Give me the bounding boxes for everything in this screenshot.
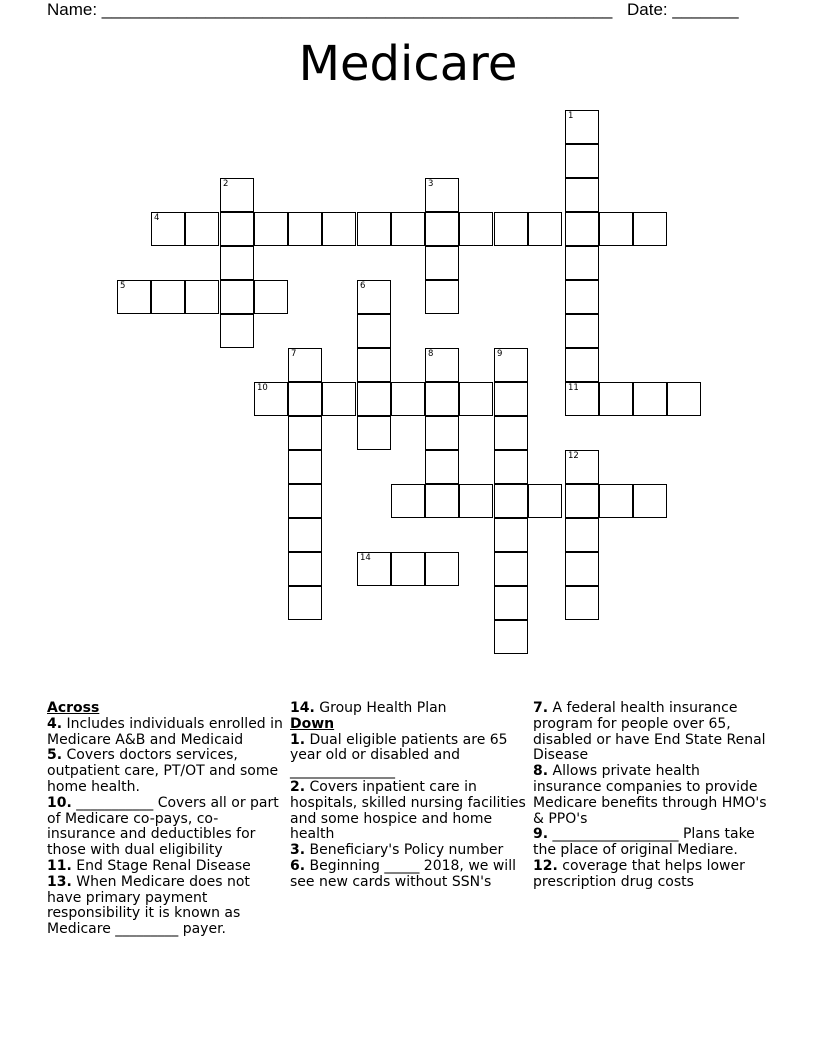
- clue-number-label: 9: [497, 349, 503, 359]
- crossword-cell: [494, 620, 528, 654]
- clue-number-label: 5: [120, 281, 126, 291]
- crossword-cell: [357, 280, 391, 314]
- crossword-cell: [357, 348, 391, 382]
- crossword-cell: [528, 484, 562, 518]
- clue-text: Covers inpatient care in hospitals, skilled nursing facilities and some hospice and home health: [290, 778, 526, 843]
- crossword-cell: [425, 416, 459, 450]
- crossword-cell: [185, 212, 219, 246]
- crossword-cell: [288, 484, 322, 518]
- clue-number: 1.: [290, 731, 306, 748]
- crossword-cell: [322, 382, 356, 416]
- clue-text: __________________ Plans take the place of original Mediare.: [533, 826, 755, 859]
- crossword-cell: [117, 280, 151, 314]
- clue-number-label: 2: [223, 179, 229, 189]
- clue-across-11: [47, 859, 283, 875]
- crossword-cell: [565, 450, 599, 484]
- clue-number-label: 1: [568, 111, 574, 121]
- crossword-cell: [459, 212, 493, 246]
- clue-number-label: 14: [360, 553, 371, 563]
- crossword-cell: [357, 212, 391, 246]
- crossword-cell: [599, 212, 633, 246]
- crossword-cell: [667, 382, 701, 416]
- crossword-cell: [565, 382, 599, 416]
- crossword-cell: [425, 552, 459, 586]
- crossword-cell: [220, 314, 254, 348]
- clue-number-label: 10: [257, 383, 268, 393]
- crossword-cell: [288, 416, 322, 450]
- crossword-cell: [288, 450, 322, 484]
- clue-number-label: 11: [568, 383, 579, 393]
- crossword-cell: [494, 552, 528, 586]
- clue-text: Dual eligible patients are 65 year old or disabled and _______________: [290, 731, 508, 780]
- crossword-cell: [288, 212, 322, 246]
- crossword-cell: [322, 212, 356, 246]
- crossword-cell: [357, 382, 391, 416]
- crossword-cell: [425, 450, 459, 484]
- crossword-cell: [494, 518, 528, 552]
- crossword-cell: [459, 484, 493, 518]
- clue-text: Beneficiary's Policy number: [309, 842, 504, 859]
- clue-number: 4.: [47, 715, 63, 732]
- across-heading: Across: [47, 700, 100, 716]
- crossword-cell: [494, 416, 528, 450]
- clue-down-7: [533, 701, 769, 764]
- crossword-cell: [565, 246, 599, 280]
- crossword-cell: [391, 212, 425, 246]
- clue-number-label: 12: [568, 451, 579, 461]
- crossword-cell: [494, 212, 528, 246]
- crossword-cell: [425, 178, 459, 212]
- crossword-cell: [565, 348, 599, 382]
- crossword-cell: [425, 246, 459, 280]
- clue-number: 2.: [290, 778, 306, 795]
- clue-number: 7.: [533, 700, 549, 716]
- clue-across-10: [47, 796, 283, 859]
- clue-down-8: [533, 764, 769, 827]
- crossword-cell: [151, 280, 185, 314]
- clue-text: A federal health insurance program for people over 65, disabled or have End State Renal Disease: [533, 700, 766, 764]
- crossword-cell: [288, 348, 322, 382]
- crossword-cell: [220, 246, 254, 280]
- crossword-cell: [494, 586, 528, 620]
- crossword-cell: [425, 280, 459, 314]
- crossword-cell: [565, 586, 599, 620]
- crossword-cell: [288, 518, 322, 552]
- crossword-cell: [151, 212, 185, 246]
- clues-column-3: [533, 701, 769, 891]
- crossword-cell: [633, 212, 667, 246]
- crossword-cell: [565, 212, 599, 246]
- crossword-cell: [288, 382, 322, 416]
- clue-across-4: [47, 717, 283, 749]
- clue-number-label: 6: [360, 281, 366, 291]
- crossword-cell: [288, 586, 322, 620]
- crossword-cell: [288, 552, 322, 586]
- crossword-cell: [220, 178, 254, 212]
- clue-down-9: [533, 827, 769, 859]
- crossword-cell: [357, 552, 391, 586]
- crossword-cell: [599, 382, 633, 416]
- crossword-cell: [528, 212, 562, 246]
- crossword-cell: [254, 382, 288, 416]
- clue-down-3: [290, 843, 526, 859]
- clue-across-13: [47, 875, 283, 938]
- clue-number: 13.: [47, 873, 72, 890]
- crossword-cell: [565, 280, 599, 314]
- clue-number: 3.: [290, 842, 306, 859]
- clue-number-label: 8: [428, 349, 434, 359]
- crossword-cell: [494, 382, 528, 416]
- crossword-cell: [633, 382, 667, 416]
- crossword-cell: [565, 178, 599, 212]
- page-title: Medicare: [298, 36, 518, 92]
- crossword-cell: [599, 484, 633, 518]
- crossword-cell: [459, 382, 493, 416]
- clue-text: coverage that helps lower prescription drug costs: [533, 857, 745, 890]
- clue-text: ___________ Covers all or part of Medicare co-pays, co-insurance and deductibles for those with dual eligibility: [47, 794, 279, 859]
- crossword-cell: [565, 484, 599, 518]
- clue-number: 6.: [290, 857, 306, 874]
- crossword-cell: [565, 144, 599, 178]
- crossword-cell: [425, 382, 459, 416]
- crossword-cell: [494, 484, 528, 518]
- clue-across-5: [47, 748, 283, 795]
- clue-text: Includes individuals enrolled in Medicare A&B and Medicaid: [47, 715, 283, 748]
- clues-column-1: [47, 701, 283, 938]
- clue-number: 12.: [533, 857, 558, 874]
- clue-number: 9.: [533, 826, 549, 843]
- clue-down-12: [533, 859, 769, 891]
- date-field-line: Date: _______: [627, 0, 739, 19]
- crossword-cell: [565, 314, 599, 348]
- crossword-cell: [494, 348, 528, 382]
- crossword-cell: [357, 314, 391, 348]
- crossword-cell: [391, 382, 425, 416]
- clue-down-6: [290, 859, 526, 891]
- clue-number-label: 3: [428, 179, 434, 189]
- clue-number: 8.: [533, 763, 549, 780]
- crossword-cell: [494, 450, 528, 484]
- crossword-cell: [633, 484, 667, 518]
- crossword-cell: [357, 416, 391, 450]
- crossword-cell: [565, 110, 599, 144]
- clue-number: 14.: [290, 700, 315, 716]
- clue-across-14: [290, 701, 526, 717]
- clues-column-2: [290, 701, 526, 891]
- crossword-cell: [185, 280, 219, 314]
- clue-number-label: 4: [154, 213, 160, 223]
- clue-text: When Medicare does not have primary payment responsibility it is known as Medicare _________ payer.: [47, 873, 250, 938]
- clue-number: 10.: [47, 794, 72, 811]
- crossword-cell: [565, 518, 599, 552]
- crossword-cell: [254, 280, 288, 314]
- clue-number: 5.: [47, 747, 63, 764]
- crossword-cell: [425, 212, 459, 246]
- crossword-cell: [254, 212, 288, 246]
- crossword-cell: [425, 484, 459, 518]
- crossword-cell: [425, 348, 459, 382]
- crossword-cell: [220, 280, 254, 314]
- down-heading: Down: [290, 715, 335, 732]
- crossword-cell: [391, 552, 425, 586]
- clue-number-label: 7: [291, 349, 297, 359]
- crossword-cell: [391, 484, 425, 518]
- clue-text: Beginning _____ 2018, we will see new cards without SSN's: [290, 857, 516, 890]
- crossword-cell: [565, 552, 599, 586]
- clue-text: Group Health Plan: [319, 700, 447, 716]
- name-field-line: Name: ______________________________________________________: [47, 0, 613, 19]
- clue-down-2: [290, 780, 526, 843]
- clue-text: End Stage Renal Disease: [76, 857, 251, 874]
- crossword-cell: [220, 212, 254, 246]
- clue-text: Covers doctors services, outpatient care, PT/OT and some home health.: [47, 747, 279, 795]
- clue-number: 11.: [47, 857, 72, 874]
- clue-text: Allows private health insurance companies to provide Medicare benefits through HMO's & PPO's: [533, 763, 767, 827]
- clue-down-1: [290, 733, 526, 780]
